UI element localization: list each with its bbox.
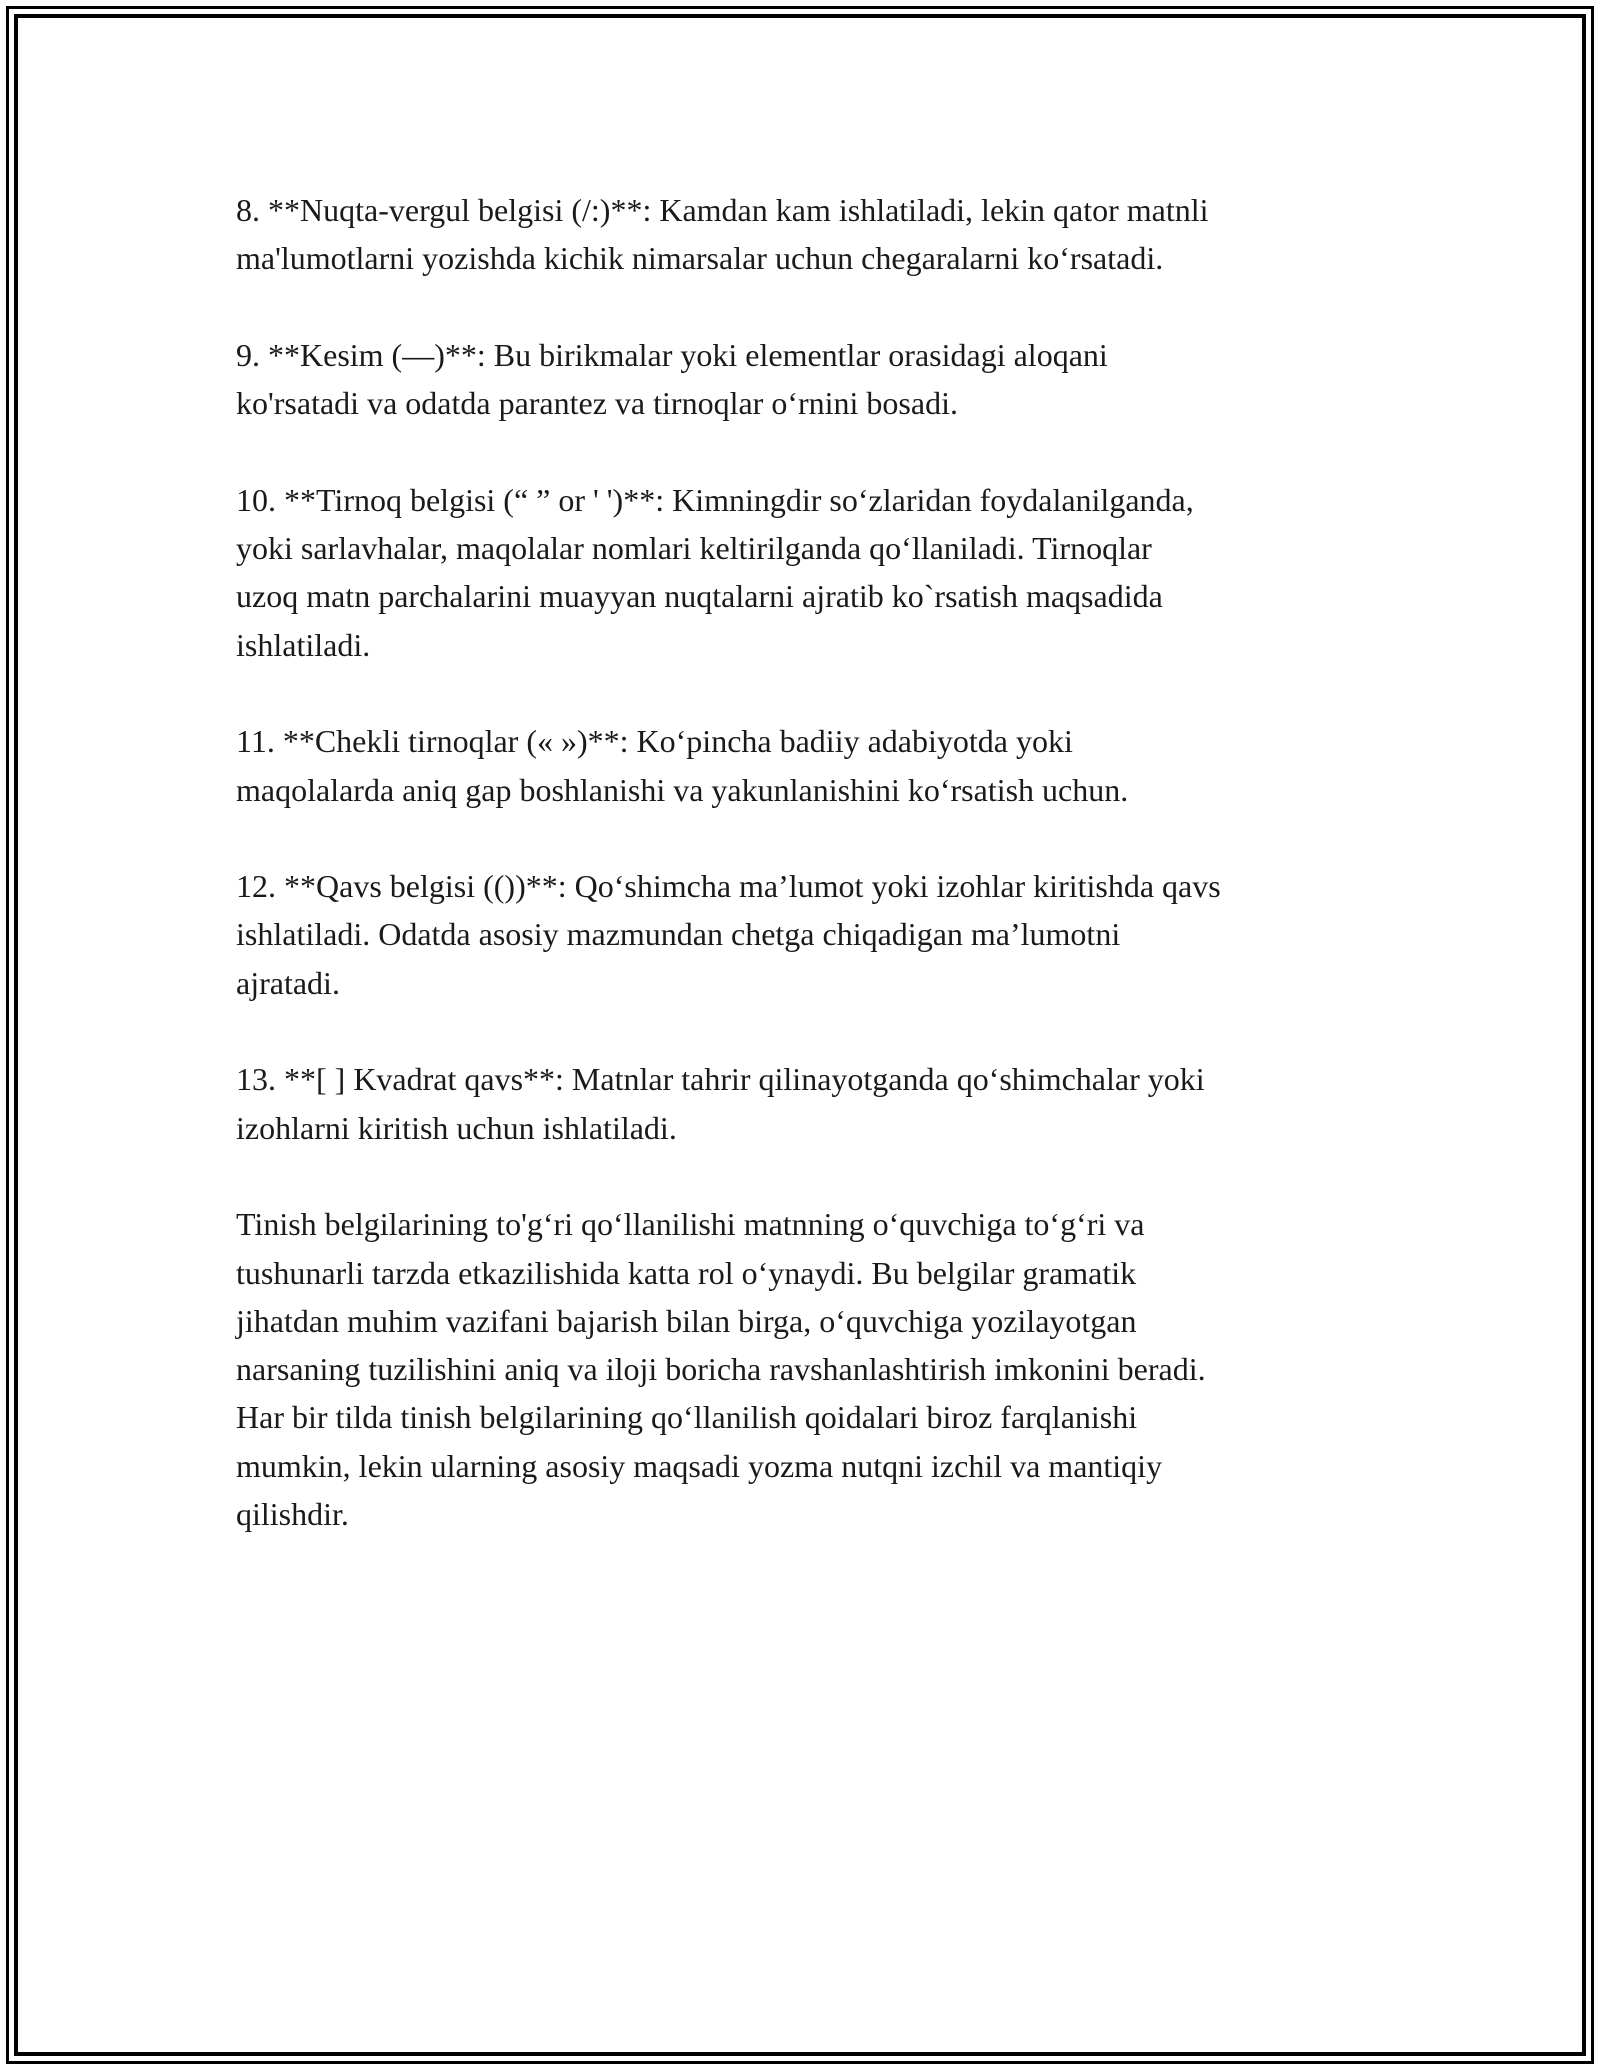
text-line: mumkin, lekin ularning asosiy maqsadi yozma nutqni izchil va mantiqiy (236, 1447, 1163, 1484)
paragraph-summary (236, 1200, 1376, 1538)
text-line: ishlatiladi. (236, 626, 371, 663)
text-line: narsaning tuzilishini aniq va iloji boricha ravshanlashtirish imkonini beradi. (236, 1351, 1206, 1388)
text-line: 11. **Chekli tirnoqlar (« »)**: Ko‘pincha badiiy adabiyotda yoki (236, 723, 1073, 760)
paragraph-item-8 (236, 186, 1376, 283)
text-line: Har bir tilda tinish belgilarining qo‘llanilish qoidalari biroz farqlanishi (236, 1399, 1138, 1436)
paragraph-item-13 (236, 1055, 1376, 1152)
text-line: ko'rsatadi va odatda parantez va tirnoqlar o‘rnini bosadi. (236, 385, 958, 422)
paragraph-item-11 (236, 717, 1376, 814)
text-line: 12. **Qavs belgisi (())**: Qo‘shimcha ma’lumot yoki izohlar kiritishda qavs (236, 868, 1221, 905)
paragraph-item-10 (236, 476, 1376, 669)
text-line: Tinish belgilarining to'g‘ri qo‘llanilishi matnning o‘quvchiga to‘g‘ri va (236, 1206, 1145, 1243)
text-line: uzoq matn parchalarini muayyan nuqtalarni ajratib ko`rsatish maqsadida (236, 578, 1163, 615)
document-body (236, 186, 1376, 1538)
text-line: tushunarli tarzda etkazilishida katta rol o‘ynaydi. Bu belgilar gramatik (236, 1254, 1137, 1291)
text-line: 8. **Nuqta-vergul belgisi (/:)**: Kamdan kam ishlatiladi, lekin qator matnli (236, 192, 1209, 228)
text-line: ma'lumotlarni yozishda kichik nimarsalar uchun chegaralarni ko‘rsatadi. (236, 240, 1164, 277)
text-line: 13. **[ ] Kvadrat qavs**: Matnlar tahrir qilinayotganda qo‘shimchalar yoki (236, 1061, 1205, 1098)
text-line: yoki sarlavhalar, maqolalar nomlari keltirilganda qo‘llaniladi. Tirnoqlar (236, 530, 1152, 567)
paragraph-item-9 (236, 331, 1376, 428)
text-line: 10. **Tirnoq belgisi (“ ” or ' ')**: Kimningdir so‘zlaridan foydalanilganda, (236, 481, 1194, 518)
text-line: jihatdan muhim vazifani bajarish bilan birga, o‘quvchiga yozilayotgan (236, 1302, 1137, 1339)
paragraph-item-12 (236, 862, 1376, 1007)
text-line: maqolalarda aniq gap boshlanishi va yakunlanishini ko‘rsatish uchun. (236, 771, 1129, 808)
text-line: ajratadi. (236, 964, 340, 1001)
text-line: ishlatiladi. Odatda asosiy mazmundan chetga chiqadigan ma’lumotni (236, 916, 1121, 953)
text-line: 9. **Kesim (—)**: Bu birikmalar yoki elementlar orasidagi aloqani (236, 336, 1108, 373)
text-line: qilishdir. (236, 1496, 349, 1533)
text-line: izohlarni kiritish uchun ishlatiladi. (236, 1109, 677, 1146)
